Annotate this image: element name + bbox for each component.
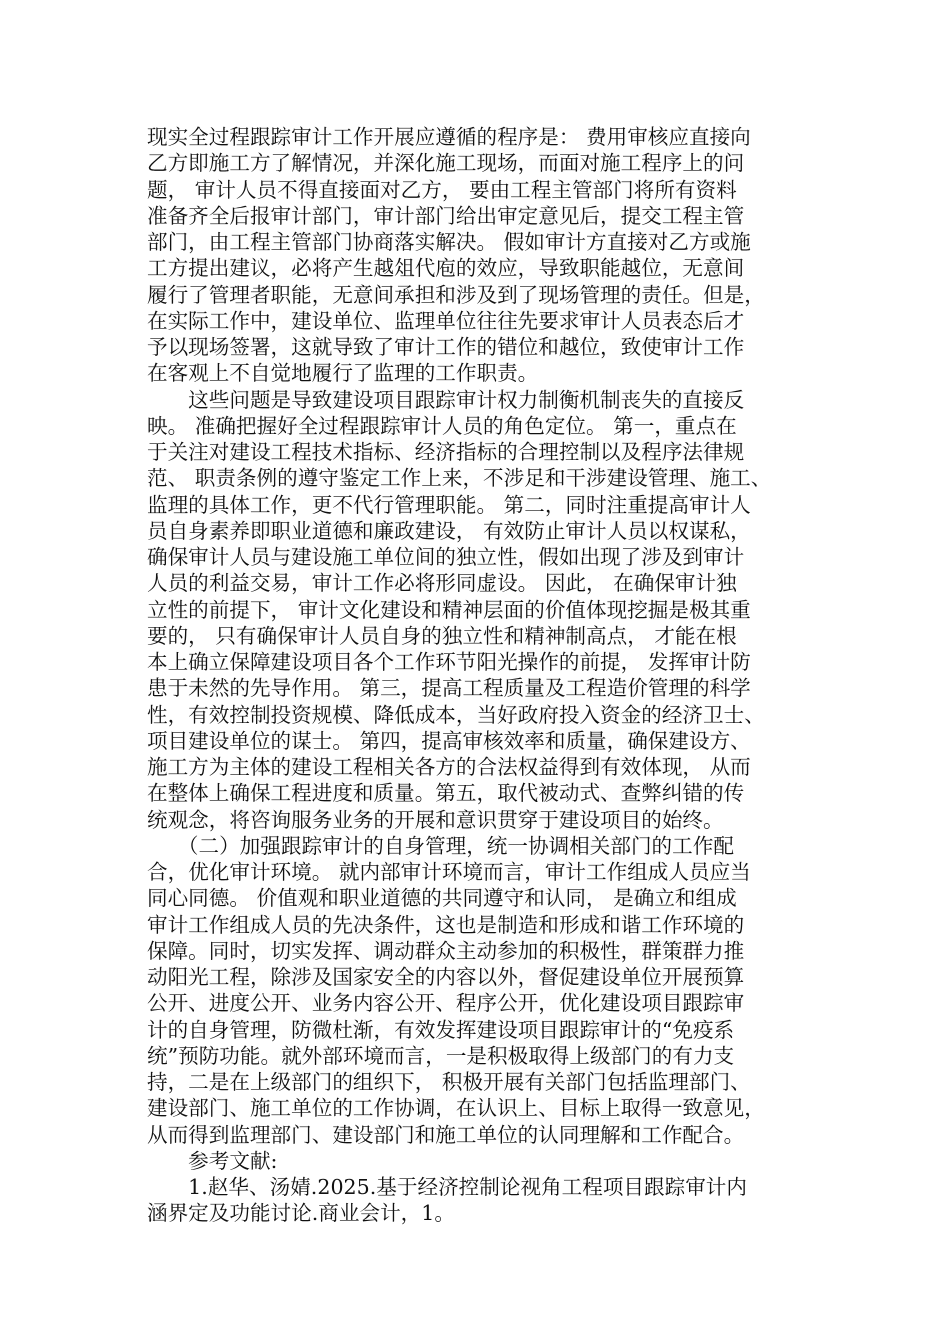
text-line: 题， 审计人员不得直接面对乙方， 要由工程主管部门将所有资料: [147, 177, 737, 202]
text-line: 监理的具体工作，更不代行管理职能。 第二，同时注重提高审计人: [147, 492, 751, 517]
text-line: 涵界定及功能讨论.商业会计，1。: [147, 1201, 455, 1226]
text-line: 公开、进度公开、业务内容公开、程序公开，优化建设项目跟踪审: [147, 991, 745, 1016]
text-line: 患于未然的先导作用。 第三，提高工程质量及工程造价管理的科学: [147, 676, 751, 701]
text-line: 员自身素养即职业道德和廉政建设， 有效防止审计人员以权谋私，: [147, 518, 751, 543]
text-line: 1.赵华、汤婧.2025.基于经济控制论视角工程项目跟踪审计内: [147, 1175, 747, 1199]
text-line: 持，二是在上级部门的组织下， 积极开展有关部门包括监理部门、: [147, 1070, 751, 1094]
text-line: 工方提出建议，必将产生越俎代庖的效应，导致职能越位，无意间: [147, 256, 745, 281]
text-line: 参考文献:: [147, 1148, 278, 1173]
text-line: 这些问题是导致建设项目跟踪审计权力制衡机制丧失的直接反: [147, 387, 745, 412]
text-line: 合，优化审计环境。 就内部审计环境而言，审计工作组成人员应当: [147, 860, 751, 884]
text-line: 现实全过程跟踪审计工作开展应遵循的程序是： 费用审核应直接向: [147, 125, 751, 149]
text-line: 人员的利益交易，审计工作必将形同虚设。 因此， 在确保审计独: [147, 571, 737, 596]
text-line: 部门，由工程主管部门协商落实解决。 假如审计方直接对乙方或施: [147, 230, 751, 254]
text-line: 动阳光工程，除涉及国家安全的内容以外，督促建设单位开展预算: [147, 965, 745, 989]
text-line: 统观念，将咨询服务业务的开展和意识贯穿于建设项目的始终。: [147, 807, 724, 832]
text-line: 映。 准确把握好全过程跟踪审计人员的角色定位。 第一，重点在: [147, 413, 737, 438]
text-line: 统”预防功能。就外部环境而言，一是积极取得上级部门的有力支: [147, 1043, 735, 1068]
text-line: 本上确立保障建设项目各个工作环节阳光操作的前提， 发挥审计防: [147, 650, 751, 674]
text-line: （二）加强跟踪审计的自身管理，统一协调相关部门的工作配: [147, 833, 734, 858]
text-line: 施工方为主体的建设工程相关各方的合法权益得到有效体现， 从而: [147, 755, 751, 779]
text-line: 项目建设单位的谋士。 第四，提高审核效率和质量，确保建设方、: [147, 728, 751, 753]
text-line: 要的， 只有确保审计人员自身的独立性和精神制高点， 才能在根: [147, 623, 737, 648]
text-line: 审计工作组成人员的先决条件，这也是制造和形成和谐工作环境的: [147, 912, 745, 937]
text-line: 从而得到监理部门、建设部门和施工单位的认同理解和工作配合。: [147, 1122, 745, 1147]
text-line: 乙方即施工方了解情况，并深化施工现场，而面对施工程序上的问: [147, 151, 745, 176]
text-line: 确保审计人员与建设施工单位间的独立性，假如出现了涉及到审计: [147, 545, 745, 569]
text-line: 在实际工作中，建设单位、监理单位往往先要求审计人员表态后才: [147, 308, 745, 333]
text-line: 在客观上不自觉地履行了监理的工作职责。: [147, 361, 539, 386]
text-line: 性，有效控制投资规模、降低成本，当好政府投入资金的经济卫士、: [147, 702, 765, 727]
text-line: 准备齐全后报审计部门，审计部门给出审定意见后，提交工程主管: [147, 203, 745, 228]
text-line: 予以现场签署，这就导致了审计工作的错位和越位，致使审计工作: [147, 335, 745, 359]
text-line: 计的自身管理，防微杜渐，有效发挥建设项目跟踪审计的“免疫系: [147, 1017, 735, 1042]
body-text: [147, 124, 819, 1227]
text-line: 同心同德。 价值观和职业道德的共同遵守和认同， 是确立和组成: [147, 886, 737, 911]
text-line: 在整体上确保工程进度和质量。第五，取代被动式、查弊纠错的传: [147, 781, 745, 806]
text-line: 立性的前提下， 审计文化建设和精神层面的价值体现挖掘是极其重: [147, 597, 751, 622]
text-line: 于关注对建设工程技术指标、经济指标的合理控制以及程序法律规: [147, 440, 745, 464]
text-line: 履行了管理者职能，无意间承担和涉及到了现场管理的责任。但是，: [147, 282, 765, 307]
text-line: 保障。同时，切实发挥、调动群众主动参加的积极性，群策群力推: [147, 938, 745, 963]
text-line: 范、 职责条例的遵守鉴定工作上来，不涉足和干涉建设管理、施工、: [147, 466, 772, 491]
text-line: 建设部门、施工单位的工作协调，在认识上、目标上取得一致意见，: [147, 1096, 765, 1121]
